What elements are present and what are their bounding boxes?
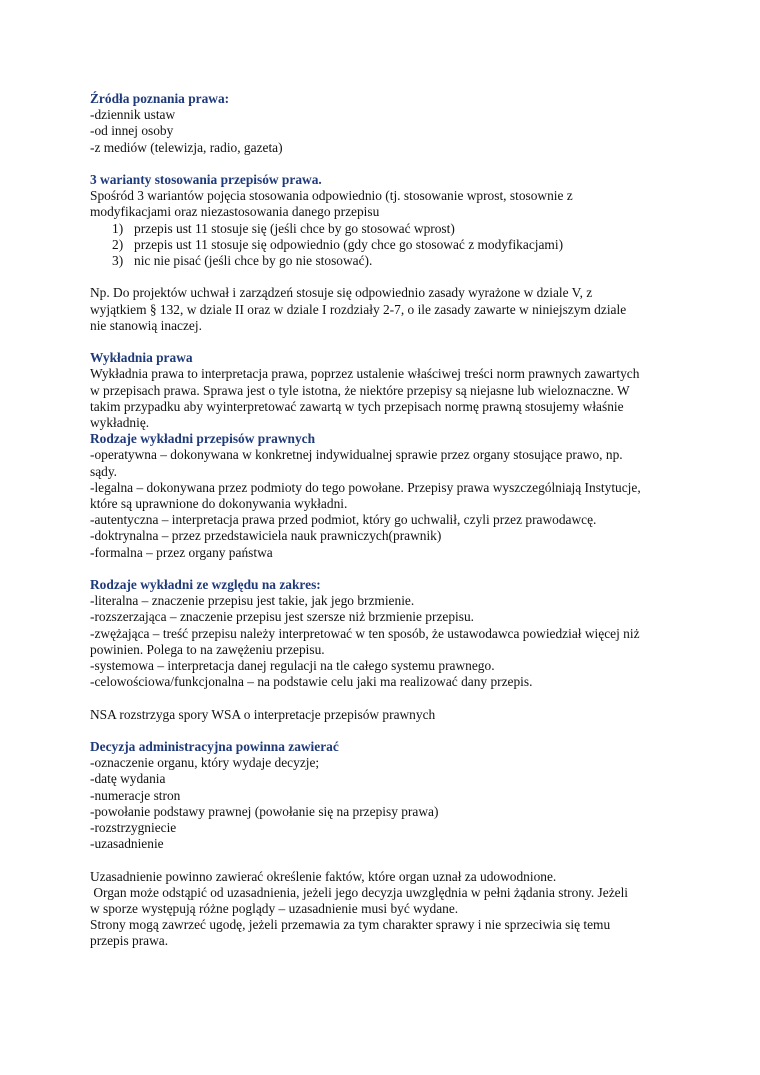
list-item: sądy. — [90, 463, 118, 479]
list-item: -zwężająca – treść przepisu należy interpretować w ten sposób, że ustawodawca powiedział więcej niż — [90, 625, 640, 641]
list-item: -celowościowa/funkcjonalna – na podstawie celu jaki ma realizować dany przepis. — [90, 674, 533, 690]
paragraph-line: takim przypadku aby wyinterpretować zawartą w tych przepisach normę prawną stosujemy właśnie — [90, 398, 624, 414]
paragraph-line: Uzasadnienie powinno zawierać określenie faktów, które organ uznał za udowodnione. — [90, 868, 557, 884]
list-item: -dziennik ustaw — [90, 107, 176, 123]
paragraph-line: przepis prawa. — [90, 933, 169, 949]
list-item: -doktrynalna – przez przedstawiciela nauk prawniczych(prawnik) — [90, 528, 442, 544]
list-item: -numeracje stron — [90, 787, 181, 803]
paragraph-line: nie stanowią inaczej. — [90, 317, 202, 333]
numbered-item — [112, 253, 680, 269]
item-number: 1) — [112, 220, 124, 236]
paragraph-line: wykładnię. — [90, 415, 150, 431]
numbered-item — [112, 221, 680, 237]
paragraph-line: Organ może odstąpić od uzasadnienia, jeżeli jego decyzja uwzględnia w pełni żądania strony. Jeżeli — [90, 884, 629, 900]
list-item: -uzasadnienie — [90, 836, 164, 852]
paragraph-line: modyfikacjami oraz niezastosowania danego przepisu — [90, 204, 380, 220]
section-heading-variants: 3 warianty stosowania przepisów prawa. — [90, 172, 322, 187]
section-heading-sources: Źródła poznania prawa: — [90, 91, 230, 106]
list-item: -od innej osoby — [90, 123, 174, 139]
numbered-item — [112, 237, 680, 253]
paragraph-line: wyjątkiem § 132, w dziale II oraz w dziale I rozdziały 2-7, o ile zasady zawarte w niniejszym dziale — [90, 301, 627, 317]
paragraph-line: Strony mogą zawrzeć ugodę, jeżeli przemawia za tym charakter sprawy i nie sprzeciwia się temu — [90, 917, 611, 933]
paragraph-line: NSA rozstrzyga spory WSA o interpretacje przepisów prawnych — [90, 706, 436, 722]
list-item: które są uprawnione do dokonywania wykładni. — [90, 496, 348, 512]
paragraph-line: Np. Do projektów uchwał i zarządzeń stosuje się odpowiednio zasady wyrażone w dziale V, z — [90, 285, 593, 301]
paragraph-line: w przepisach prawa. Sprawa jest o tyle istotna, że niektóre przepisy są niejasne lub wieloznaczne. W — [90, 382, 630, 398]
list-item: -z mediów (telewizja, radio, gazeta) — [90, 139, 283, 155]
section-heading-types: Rodzaje wykładni przepisów prawnych — [90, 431, 316, 447]
list-item: -powołanie podstawy prawnej (powołanie się na przepisy prawa) — [90, 803, 439, 819]
list-item: -operatywna – dokonywana w konkretnej indywidualnej sprawie przez organy stosujące prawo, np. — [90, 447, 623, 463]
list-item: -legalna – dokonywana przez podmioty do tego powołane. Przepisy prawa wyszczególniają Instytucje, — [90, 479, 641, 495]
list-item: -formalna – przez organy państwa — [90, 544, 273, 560]
list-item: powinien. Polega to na zawężeniu przepisu. — [90, 641, 325, 657]
paragraph-line: Spośród 3 wariantów pojęcia stosowania odpowiednio (tj. stosowanie wprost, stosownie z — [90, 188, 573, 204]
list-item: -systemowa – interpretacja danej regulacji na tle całego systemu prawnego. — [90, 658, 495, 674]
list-item: -rozstrzygniecie — [90, 820, 177, 836]
item-text: przepis ust 11 stosuje się (jeśli chce by go stosować wprost) — [134, 220, 455, 236]
list-item: -oznaczenie organu, który wydaje decyzje; — [90, 755, 320, 771]
item-number: 3) — [112, 253, 124, 269]
paragraph-line: w sporze występują różne poglądy – uzasadnienie musi być wydane. — [90, 901, 459, 917]
item-number: 2) — [112, 236, 124, 252]
list-item: -rozszerzająca – znaczenie przepisu jest szersze niż brzmienie przepisu. — [90, 609, 475, 625]
document-page — [90, 91, 680, 950]
section-heading-decision: Decyzja administracyjna powinna zawierać — [90, 739, 339, 755]
paragraph-line: Wykładnia prawa to interpretacja prawa, poprzez ustalenie właściwej treści norm prawnych zawartych — [90, 366, 640, 382]
item-text: nic nie pisać (jeśli chce by go nie stosować). — [134, 253, 373, 269]
list-item: -literalna – znaczenie przepisu jest takie, jak jego brzmienie. — [90, 593, 415, 609]
section-heading-scope: Rodzaje wykładni ze względu na zakres: — [90, 577, 321, 593]
item-text: przepis ust 11 stosuje się odpowiednio (gdy chce go stosować z modyfikacjami) — [134, 236, 564, 252]
section-heading-interpretation: Wykładnia prawa — [90, 350, 193, 366]
list-item: -datę wydania — [90, 771, 166, 787]
list-item: -autentyczna – interpretacja prawa przed podmiot, który go uchwalił, czyli przez prawodawcę. — [90, 512, 597, 528]
